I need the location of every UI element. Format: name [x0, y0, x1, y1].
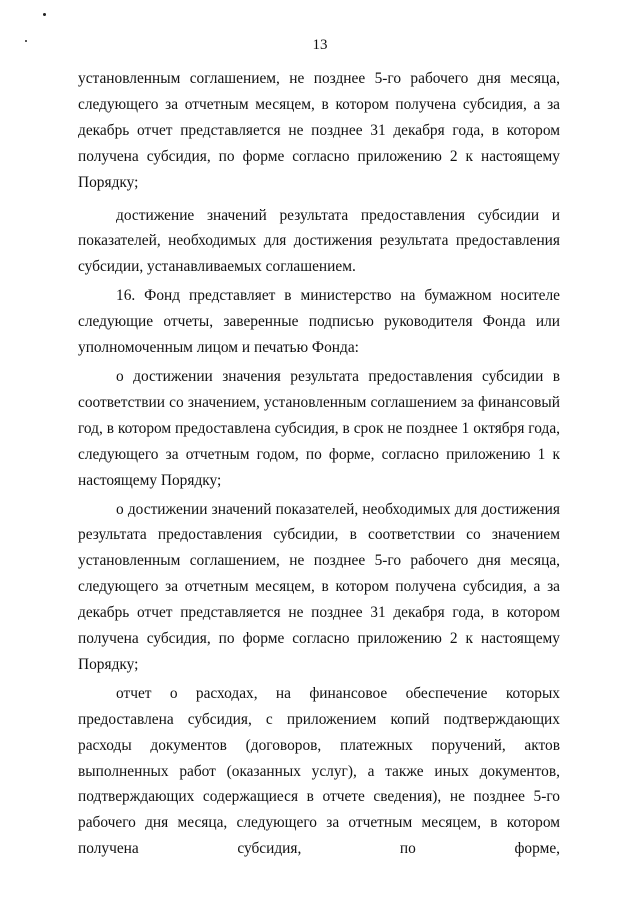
paragraph-result-value-report: о достижении значения результата предоставления субсидии в соответствии со значением, установленным соглашением за финансовый год, в котором предоставлена субсидия, в срок не позднее 1 октября года, следующего за отчетным годом, по форме, согласно приложению 1 к настоящему Порядку; — [78, 367, 560, 489]
scan-speck — [43, 13, 46, 16]
page-number: 13 — [312, 37, 328, 53]
paragraph-indicators-report: о достижении значений показателей, необходимых для достижения результата предоставления субсидии, в соответствии со значением установленным соглашением, не позднее 5-го рабочего дня месяца, следующего за отчетным месяцем, в котором получена субсидия, а за декабрь отчет представляется не позднее 31 декабря года, в котором получена субсидия, по форме согласно приложению 2 к настоящему Порядку; — [78, 500, 560, 673]
paragraph-continuation: установленным соглашением, не позднее 5-го рабочего дня месяца, следующего за отчетным месяцем, в котором получена субсидия, а за декабрь отчет представляется не позднее 31 декабря года, в котором получена субсидия, по форме согласно приложению 2 к настоящему Порядку; — [78, 70, 560, 191]
paragraph-item-16: 16. Фонд представляет в министерство на бумажном носителе следующие отчеты, заверенные подписью руководителя Фонда или уполномоченным лицом и печатью Фонда: — [78, 287, 560, 357]
paragraph-expenses-report: отчет о расходах, на финансовое обеспечение которых предоставлена субсидия, с приложением копий подтверждающих расходы документов (договоров, платежных поручений, актов выполненных работ (оказанных услуг), а также иных документов, подтверждающих содержащиеся в отчете сведения), не позднее 5-го рабочего дня месяца, следующего за отчетным месяцем, в котором получена субсидия, по форме, — [78, 684, 560, 858]
document-body — [78, 66, 560, 862]
paragraph-results-achievement: достижение значений результата предоставления субсидии и показателей, необходимых для достижения результата предоставления субсидии, устанавливаемых соглашением. — [78, 206, 560, 276]
